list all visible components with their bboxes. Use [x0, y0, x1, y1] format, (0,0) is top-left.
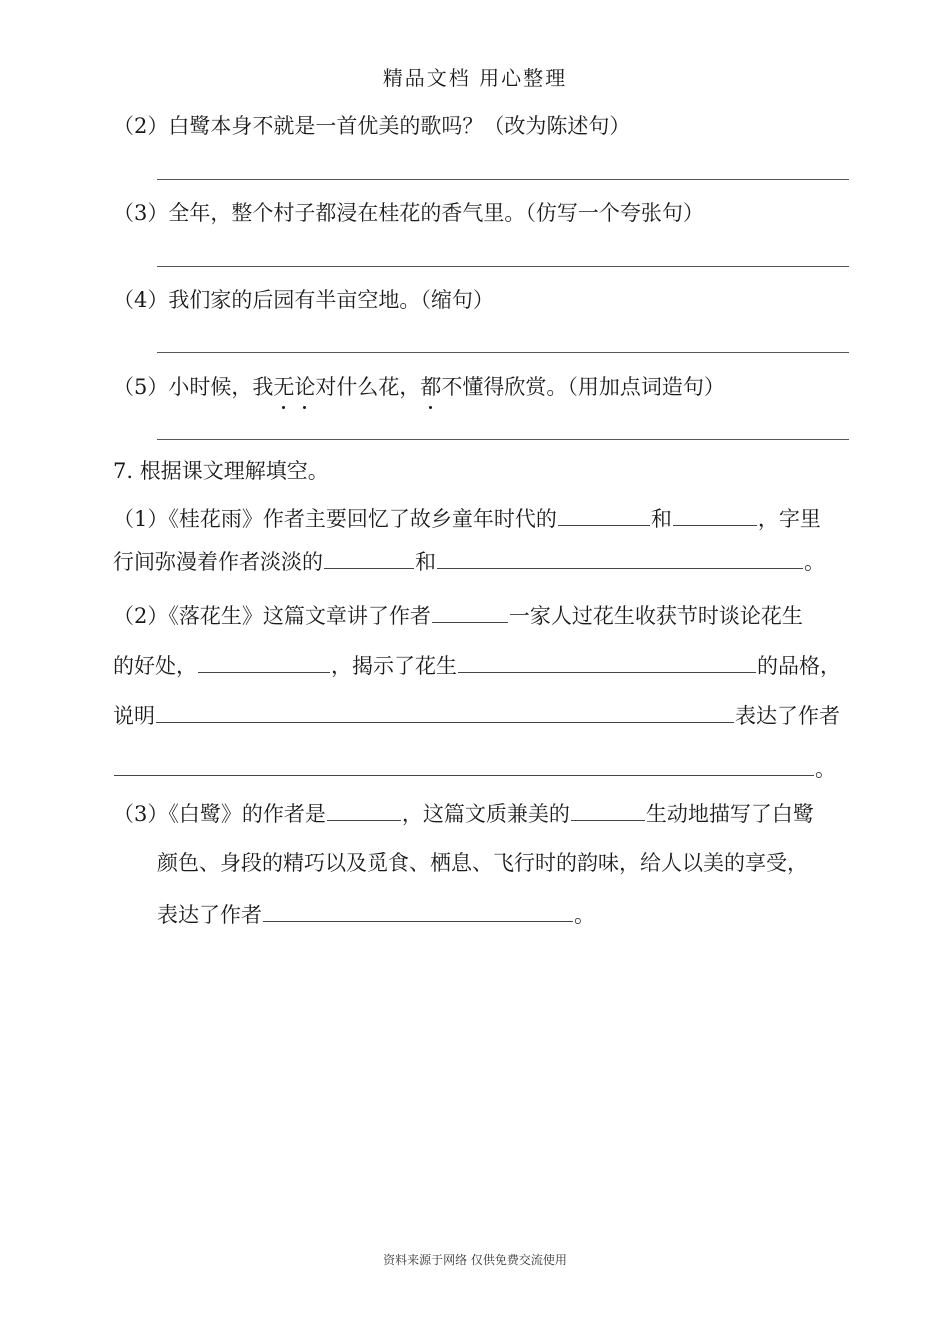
q6-item-5 — [113, 372, 725, 402]
blank-p2-2[interactable] — [198, 650, 330, 673]
answer-line-item-2[interactable] — [157, 179, 849, 180]
blank-p1-4[interactable] — [437, 546, 803, 569]
answer-line-item-3[interactable] — [157, 266, 849, 267]
answer-line-item-4[interactable] — [157, 352, 849, 353]
blank-p1-3[interactable] — [324, 546, 414, 569]
q6-item-2: （2）白鹭本身不就是一首优美的歌吗？（改为陈述句） — [113, 114, 631, 138]
answer-line-item-5[interactable] — [157, 439, 849, 440]
blank-p2-4[interactable] — [156, 700, 734, 723]
q7-p3-text-b: ，这篇文质兼美的 — [401, 802, 570, 826]
q7-p2-text-d: ，揭示了花生 — [331, 654, 457, 678]
q7-p1-text-d: 行间弥漫着作者淡淡的 — [113, 550, 323, 574]
blank-p2-3[interactable] — [458, 650, 756, 673]
blank-p3-1[interactable] — [327, 798, 401, 821]
q7-p2-text-g: 表达了作者 — [735, 704, 840, 728]
q7-p1-text-e: 和 — [415, 550, 436, 574]
q7-p1-text-a: （1）《桂花雨》作者主要回忆了故乡童年时代的 — [113, 507, 557, 531]
item-5-text-1: （5）小时候，我 — [113, 375, 274, 399]
q7-p2-text-h: 。 — [815, 757, 836, 781]
q7-p3-text-f: 。 — [574, 903, 595, 927]
q7-p3-text-c: 生动地描写了白鹭 — [645, 802, 814, 826]
q7-p3-line3 — [157, 899, 595, 930]
q7-p3-line1 — [113, 798, 814, 829]
blank-p3-3[interactable] — [263, 899, 573, 922]
q7-p1-text-b: 和 — [650, 507, 672, 531]
q7-p2-text-c: 的好处， — [113, 654, 197, 678]
q7-p1-text-c: ，字里 — [757, 507, 821, 531]
q7-p3-line2: 颜色、身段的精巧以及觅食、栖息、飞行时的韵味，给人以美的享受， — [157, 851, 808, 875]
item-5-text-3: 不懂得欣赏。（用加点词造句） — [441, 375, 725, 399]
q7-p1-text-f: 。 — [804, 550, 825, 574]
q7-p3-text-a: （3）《白鹭》的作者是 — [113, 802, 326, 826]
q7-p2-line4 — [113, 753, 836, 784]
q6-item-4: （4）我们家的后园有半亩空地。（缩句） — [113, 288, 494, 312]
blank-p1-2[interactable] — [673, 503, 757, 526]
blank-p1-1[interactable] — [558, 503, 650, 526]
q7-title: 7. 根据课文理解填空。 — [113, 459, 329, 483]
q7-p2-line2 — [113, 650, 841, 681]
q7-p2-text-a: （2）《落花生》这篇文章讲了作者 — [113, 604, 431, 628]
page-footer: 资料来源于网络 仅供免费交流使用 — [383, 1253, 567, 1267]
dotted-char-wu: 无 — [273, 372, 294, 402]
blank-p3-2[interactable] — [571, 798, 645, 821]
q6-item-3: （3）全年，整个村子都浸在桂花的香气里。（仿写一个夸张句） — [113, 201, 704, 225]
q7-p1-line1 — [113, 503, 821, 534]
blank-p2-5[interactable] — [114, 753, 814, 776]
q7-p1-line2 — [113, 546, 825, 577]
q7-p2-line3 — [113, 700, 840, 731]
item-5-text-2: 对什么花， — [315, 375, 421, 399]
dotted-char-lun: 论 — [294, 372, 315, 402]
q7-p2-line1 — [113, 600, 803, 631]
q7-p2-text-b: 一家人过花生收获节时谈论花生 — [508, 604, 803, 628]
page-header: 精品文档 用心整理 — [382, 66, 568, 90]
blank-p2-1[interactable] — [432, 600, 508, 623]
q7-p2-text-f: 说明 — [113, 704, 155, 728]
q7-p2-text-e: 的品格， — [757, 654, 841, 678]
q7-p3-text-e: 表达了作者 — [157, 903, 262, 927]
dotted-char-dou: 都 — [420, 372, 441, 402]
